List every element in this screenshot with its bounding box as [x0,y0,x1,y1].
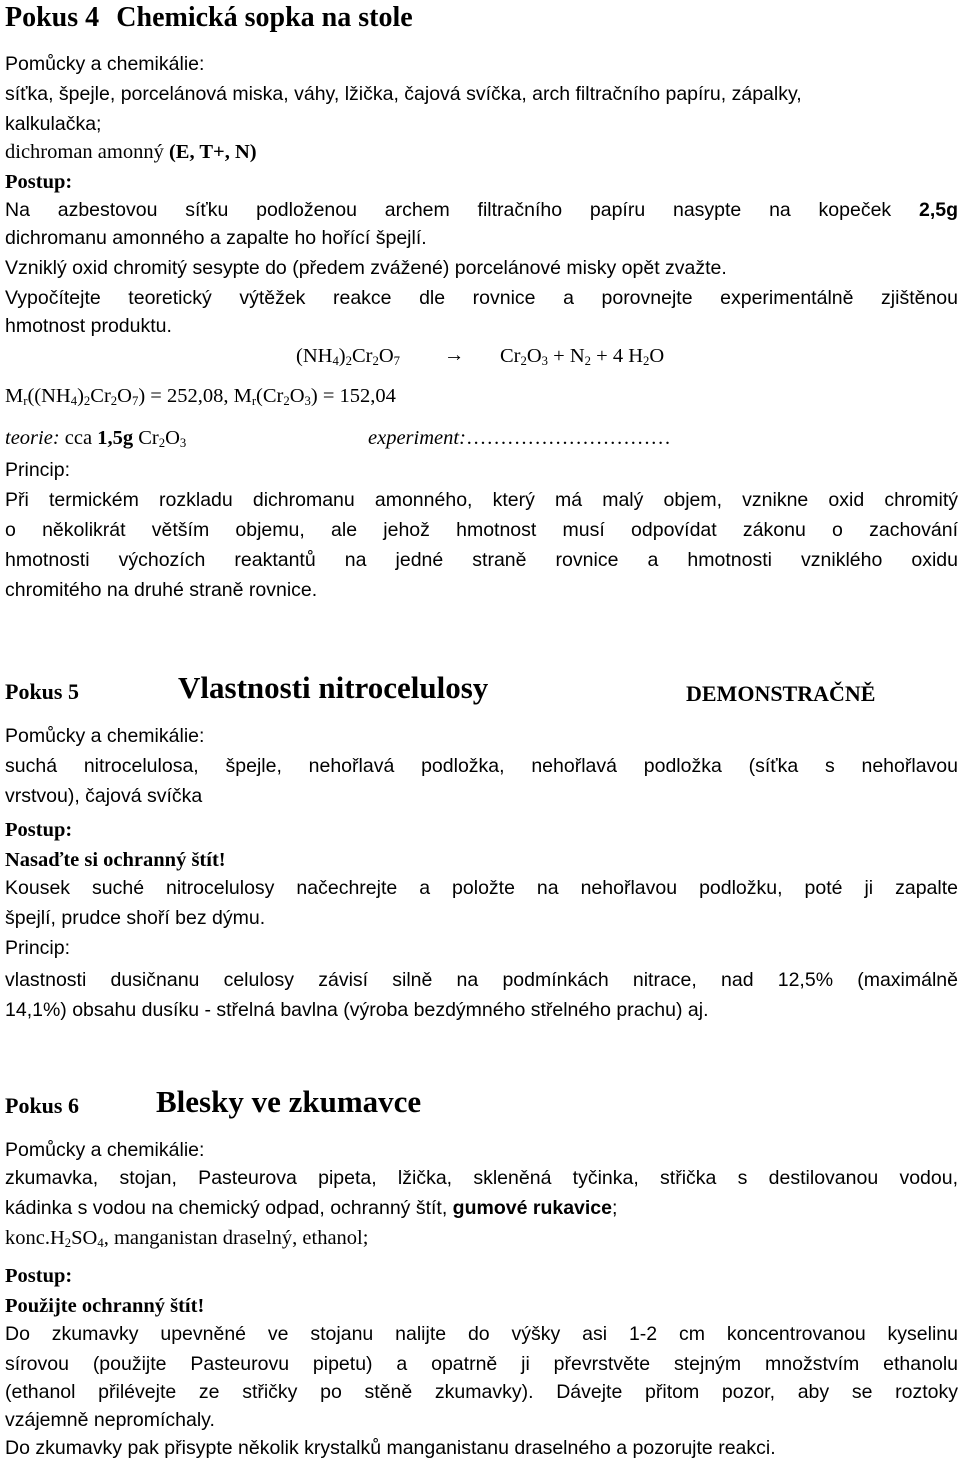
pokus5-pomucky-line: vrstvou), čajová svíčka [5,785,203,807]
text-run: O [117,385,132,407]
pokus4-label: Pokus 4 [5,2,100,33]
pokus4-princip-line: o několikrát větším objemu, ale jehož hmotnost musí odpovídat zákonu o zachování [5,519,958,541]
subscript: 2 [584,354,592,369]
text-run: kádinka s vodou na chemický odpad, ochranný štít, [5,1197,453,1219]
subscript: 4 [97,1236,104,1251]
subscript: 3 [304,394,311,409]
pokus4-postup-line: hmotnost produktu. [5,315,172,337]
subscript: 4 [332,354,339,369]
teorie-line [5,426,186,450]
pokus6-pomucky-heading: Pomůcky a chemikálie: [5,1139,205,1161]
experiment-label: experiment: [368,427,466,449]
text-run: O [165,427,180,449]
pokus6-postup-line: sírovou (použijte Pasteurovu pipetu) a opatrně ji převrstvěte stejným množstvím ethanolu [5,1353,958,1375]
postup-text: Na azbestovou síťku podloženou archem filtračního papíru nasypte na kopeček [5,199,919,221]
subscript: 3 [179,436,187,451]
pokus6-title [156,1084,422,1119]
pokus5-princip-heading: Princip: [5,937,71,959]
pokus4-postup-line: Vypočítejte teoretický výtěžek reakce dle rovnice a porovnejte experimentálně zjištěnou [5,287,958,309]
gloves-highlight: gumové rukavice [452,1197,612,1219]
pokus4-postup-line: dichromanu amonného a zapalte ho hořící špejlí. [5,227,427,249]
text-run: ; [612,1197,618,1219]
pokus4-pomucky-line: síťka, špejle, porcelánová miska, váhy, lžička, čajová svíčka, arch filtračního papíru, zápalky, [5,83,802,105]
pokus5-postup-heading: Postup: [5,819,73,841]
reaction-equation-left [296,344,400,368]
reaction-equation-right [500,344,664,368]
pokus6-postup-line: (ethanol přilévejte ze střičky po stěně zkumavky). Dávejte přitom pozor, aby se roztoky [5,1381,958,1403]
postup-amount: 2,5g [918,199,958,221]
text-run: ) [77,385,84,407]
pokus5-princip-line: vlastnosti dusičnanu celulosy závisí silně na podmínkách nitrace, nad 12,5% (maximálně [5,969,958,991]
subscript: 2 [158,436,166,451]
text-run: + N [548,345,585,367]
pokus6-postup-line: Do zkumavky pak přisypte několik krystalků manganistanu draselného a pozorujte reakci. [5,1437,776,1459]
pokus5-label [5,680,79,705]
text-run: DEMONSTRAČNĚ [686,681,876,706]
pokus5-princip-line: 14,1%) obsahu dusíku - střelná bavlna (výroba bezdýmného střelného prachu) aj. [5,999,709,1021]
text-run: O [289,385,305,407]
pokus6-pomucky-line: zkumavka, stojan, Pasteurova pipeta, lžička, skleněná tyčinka, střička s destilovanou vodou, [5,1167,958,1189]
text-run: Blesky ve zkumavce [156,1084,422,1119]
pokus4-princip-line: Při termickém rozkladu dichromanu amonného, který má malý objem, vznikne oxid chromitý [5,489,958,511]
experiment-line [368,426,671,450]
text-run: Pokus 6 [5,1093,79,1118]
pokus4-title: Chemická sopka na stole [116,2,413,33]
pokus5-pomucky-heading: Pomůcky a chemikálie: [5,725,205,747]
pokus4-postup-line: Vzniklý oxid chromitý sesypte do (předem zvážené) porcelánové misky opět zvažte. [5,257,727,279]
subscript: r [251,394,257,409]
subscript: 2 [345,354,352,369]
pokus4-princip-line: hmotnosti výchozích reaktantů na jedné straně rovnice a hmotnosti vzniklého oxidu [5,549,958,571]
molar-mass-line [5,384,396,408]
pokus4-pomucky-line: kalkulačka; [5,113,102,135]
subscript: 7 [131,394,139,409]
text-run: O [378,345,394,367]
pokus6-label [5,1094,79,1119]
pokus4-princip-line: chromitého na druhé straně rovnice. [5,579,318,601]
pokus4-postup-heading: Postup: [5,171,73,193]
text-run: Pokus 5 [5,679,79,704]
text-run: Vlastnosti nitrocelulosy [178,670,489,705]
pokus6-warning: Použijte ochranný štít! [5,1295,205,1317]
text-run: (Cr [256,385,284,407]
text-run: M [5,385,24,407]
pokus4-pomucky-heading: Pomůcky a chemikálie: [5,53,205,75]
pokus6-pomucky-line [5,1196,617,1220]
pokus4-postup-line [5,198,958,222]
subscript: 2 [520,354,527,369]
text-run: Cr [351,345,373,367]
text-run: ) [338,345,346,367]
text-run: cca [59,427,98,449]
pokus4-heading [5,2,413,34]
text-run: O [649,345,665,367]
text-run: Cr [90,385,111,407]
subscript: 2 [83,394,91,409]
pokus5-pomucky-line: suchá nitrocelulosa, špejle, nehořlavá podložka, nehořlavá podložka (síťka s nehořlavou [5,755,958,777]
subscript: 3 [541,354,549,369]
pokus4-chemicals [5,140,257,164]
pokus6-chemicals [5,1226,368,1250]
teorie-label: teorie: [5,427,60,449]
text-run: + 4 H [591,345,644,367]
pokus5-postup-line: Kousek suché nitrocelulosy načechrejte a položte na nehořlavou podložku, poté ji zapalte [5,877,958,899]
pokus6-postup-heading: Postup: [5,1265,73,1287]
subscript: 2 [283,394,290,409]
hazard-symbols: (E, T+, N) [168,141,257,163]
subscript: 2 [643,354,650,369]
text-run: (NH [296,345,333,367]
subscript: 2 [372,354,379,369]
chemical-name: dichroman amonný [5,141,169,163]
text-run: , manganistan draselný, ethanol; [103,1227,369,1249]
text-run: ((NH [27,385,71,407]
experiment-blank: ………………………… [465,427,671,449]
pokus6-postup-line: vzájemně nepromíchaly. [5,1409,215,1431]
text-run: ) = 252,08, M [138,385,252,407]
pokus6-postup-line: Do zkumavky upevněné ve stojanu nalijte do výšky asi 1-2 cm koncentrovanou kyselinu [5,1323,958,1345]
demonstration-tag [686,682,875,707]
subscript: r [23,394,28,409]
teorie-value: 1,5g [97,427,134,449]
text-run: O [526,345,542,367]
pokus4-princip-heading: Princip: [5,459,71,481]
text-run: Cr [500,345,521,367]
text-run: Cr [133,427,159,449]
text-run: konc.H [5,1227,65,1249]
text-run: SO [71,1227,98,1249]
reaction-arrow: → [444,344,465,366]
subscript: 2 [64,1236,72,1251]
subscript: 4 [70,394,78,409]
pokus5-warning: Nasaďte si ochranný štít! [5,849,226,871]
pokus5-postup-line: špejlí, prudce shoří bez dýmu. [5,907,266,929]
text-run: ) = 152,04 [310,385,396,407]
subscript: 2 [110,394,118,409]
pokus5-title [178,670,489,705]
subscript: 7 [393,354,401,369]
